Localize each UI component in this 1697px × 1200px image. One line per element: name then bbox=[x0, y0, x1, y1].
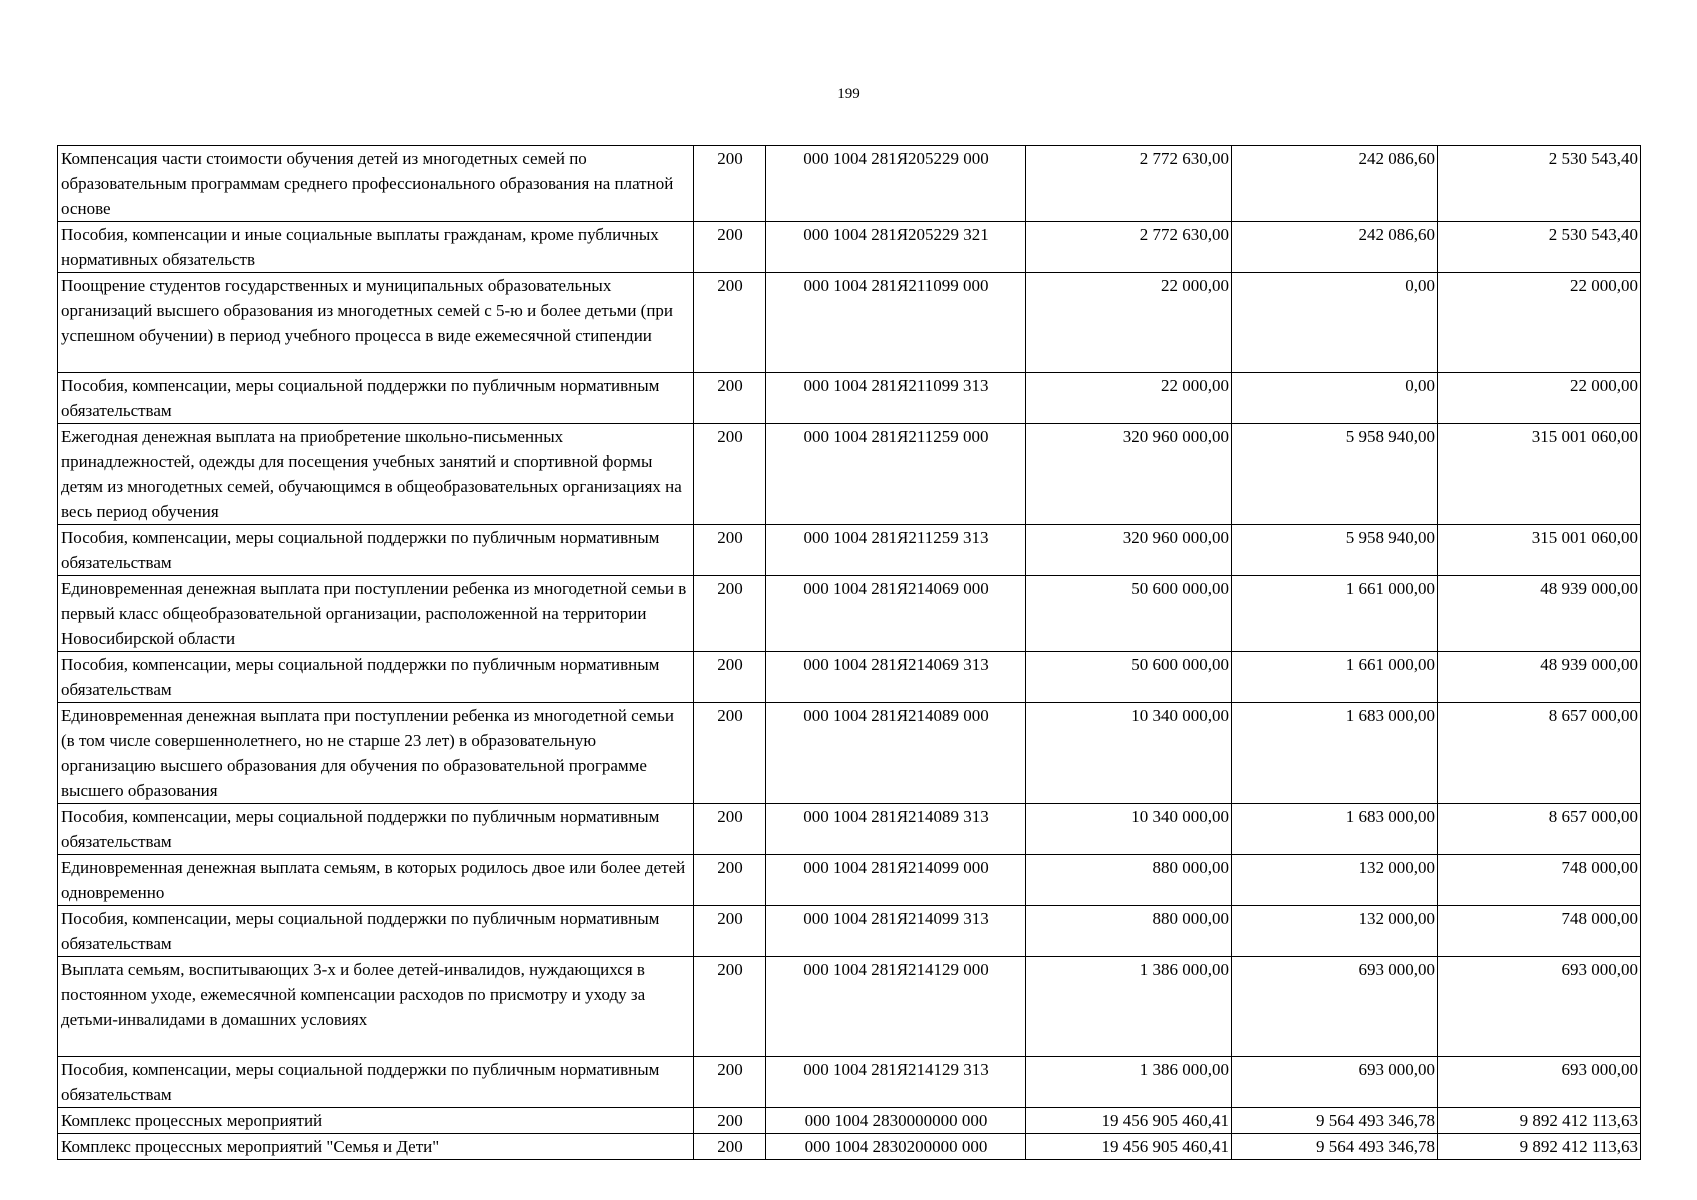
table-row bbox=[58, 525, 1641, 576]
expense-name-cell: Поощрение студентов государственных и муниципальных образовательных организаций высшего образования из многодетных семей с 5-ю и более детьми (при успешном обучении) в период учебного процесса в виде ежемесячной стипендии bbox=[58, 273, 694, 373]
budget-code-cell: 000 1004 281Я214069 000 bbox=[766, 576, 1026, 652]
expense-name-cell: Единовременная денежная выплата при поступлении ребенка из многодетной семьи в первый класс общеобразовательной организации, расположенной на территории Новосибирской области bbox=[58, 576, 694, 652]
executed-amount-cell: 0,00 bbox=[1232, 273, 1438, 373]
executed-amount-cell: 693 000,00 bbox=[1232, 1057, 1438, 1108]
budget-code-cell: 000 1004 281Я211259 000 bbox=[766, 424, 1026, 525]
unexecuted-amount-cell: 693 000,00 bbox=[1438, 957, 1641, 1057]
budget-code-cell: 000 1004 281Я211259 313 bbox=[766, 525, 1026, 576]
unexecuted-amount-cell: 8 657 000,00 bbox=[1438, 703, 1641, 804]
table-row bbox=[58, 222, 1641, 273]
executed-amount-cell: 1 661 000,00 bbox=[1232, 576, 1438, 652]
executed-amount-cell: 132 000,00 bbox=[1232, 855, 1438, 906]
budget-code-cell: 000 1004 281Я211099 313 bbox=[766, 373, 1026, 424]
admin-code-cell: 200 bbox=[694, 906, 766, 957]
table-row bbox=[58, 703, 1641, 804]
admin-code-cell: 200 bbox=[694, 1134, 766, 1160]
expense-name-cell: Комплекс процессных мероприятий bbox=[58, 1108, 694, 1134]
unexecuted-amount-cell: 9 892 412 113,63 bbox=[1438, 1108, 1641, 1134]
table-row bbox=[58, 804, 1641, 855]
approved-amount-cell: 22 000,00 bbox=[1026, 373, 1232, 424]
budget-code-cell: 000 1004 281Я205229 000 bbox=[766, 146, 1026, 222]
unexecuted-amount-cell: 748 000,00 bbox=[1438, 906, 1641, 957]
budget-code-cell: 000 1004 2830200000 000 bbox=[766, 1134, 1026, 1160]
executed-amount-cell: 242 086,60 bbox=[1232, 146, 1438, 222]
admin-code-cell: 200 bbox=[694, 957, 766, 1057]
table-row bbox=[58, 146, 1641, 222]
admin-code-cell: 200 bbox=[694, 576, 766, 652]
approved-amount-cell: 880 000,00 bbox=[1026, 855, 1232, 906]
page-number: 199 bbox=[837, 86, 860, 102]
admin-code-cell: 200 bbox=[694, 222, 766, 273]
expense-name-cell: Выплата семьям, воспитывающих 3-х и более детей-инвалидов, нуждающихся в постоянном уходе, ежемесячной компенсации расходов по присмотру и уходу за детьми-инвалидами в домашних условиях bbox=[58, 957, 694, 1057]
table-row bbox=[58, 1134, 1641, 1160]
budget-code-cell: 000 1004 281Я214089 313 bbox=[766, 804, 1026, 855]
expense-name-cell: Пособия, компенсации, меры социальной поддержки по публичным нормативным обязательствам bbox=[58, 1057, 694, 1108]
admin-code-cell: 200 bbox=[694, 855, 766, 906]
executed-amount-cell: 693 000,00 bbox=[1232, 957, 1438, 1057]
approved-amount-cell: 2 772 630,00 bbox=[1026, 222, 1232, 273]
approved-amount-cell: 1 386 000,00 bbox=[1026, 1057, 1232, 1108]
expense-name-cell: Пособия, компенсации, меры социальной поддержки по публичным нормативным обязательствам bbox=[58, 804, 694, 855]
budget-table bbox=[57, 145, 1641, 1160]
unexecuted-amount-cell: 748 000,00 bbox=[1438, 855, 1641, 906]
unexecuted-amount-cell: 48 939 000,00 bbox=[1438, 576, 1641, 652]
table-row bbox=[58, 424, 1641, 525]
unexecuted-amount-cell: 22 000,00 bbox=[1438, 273, 1641, 373]
table-row bbox=[58, 273, 1641, 373]
expense-name-cell: Пособия, компенсации, меры социальной поддержки по публичным нормативным обязательствам bbox=[58, 525, 694, 576]
unexecuted-amount-cell: 9 892 412 113,63 bbox=[1438, 1134, 1641, 1160]
approved-amount-cell: 10 340 000,00 bbox=[1026, 804, 1232, 855]
executed-amount-cell: 132 000,00 bbox=[1232, 906, 1438, 957]
admin-code-cell: 200 bbox=[694, 424, 766, 525]
executed-amount-cell: 1 683 000,00 bbox=[1232, 703, 1438, 804]
approved-amount-cell: 2 772 630,00 bbox=[1026, 146, 1232, 222]
budget-code-cell: 000 1004 281Я205229 321 bbox=[766, 222, 1026, 273]
table-row bbox=[58, 906, 1641, 957]
executed-amount-cell: 5 958 940,00 bbox=[1232, 424, 1438, 525]
expense-name-cell: Ежегодная денежная выплата на приобретение школьно-письменных принадлежностей, одежды для посещения учебных занятий и спортивной формы детям из многодетных семей, обучающимся в общеобразовательных организациях на весь период обучения bbox=[58, 424, 694, 525]
admin-code-cell: 200 bbox=[694, 146, 766, 222]
executed-amount-cell: 9 564 493 346,78 bbox=[1232, 1108, 1438, 1134]
budget-code-cell: 000 1004 281Я211099 000 bbox=[766, 273, 1026, 373]
executed-amount-cell: 5 958 940,00 bbox=[1232, 525, 1438, 576]
unexecuted-amount-cell: 693 000,00 bbox=[1438, 1057, 1641, 1108]
table-row bbox=[58, 1057, 1641, 1108]
executed-amount-cell: 1 683 000,00 bbox=[1232, 804, 1438, 855]
admin-code-cell: 200 bbox=[694, 273, 766, 373]
table-row bbox=[58, 855, 1641, 906]
unexecuted-amount-cell: 2 530 543,40 bbox=[1438, 146, 1641, 222]
budget-code-cell: 000 1004 281Я214099 000 bbox=[766, 855, 1026, 906]
expense-name-cell: Комплекс процессных мероприятий "Семья и Дети" bbox=[58, 1134, 694, 1160]
expense-name-cell: Пособия, компенсации, меры социальной поддержки по публичным нормативным обязательствам bbox=[58, 906, 694, 957]
approved-amount-cell: 50 600 000,00 bbox=[1026, 652, 1232, 703]
expense-name-cell: Единовременная денежная выплата семьям, в которых родилось двое или более детей одновременно bbox=[58, 855, 694, 906]
admin-code-cell: 200 bbox=[694, 373, 766, 424]
table-row bbox=[58, 957, 1641, 1057]
admin-code-cell: 200 bbox=[694, 804, 766, 855]
executed-amount-cell: 242 086,60 bbox=[1232, 222, 1438, 273]
table-row bbox=[58, 576, 1641, 652]
approved-amount-cell: 10 340 000,00 bbox=[1026, 703, 1232, 804]
approved-amount-cell: 320 960 000,00 bbox=[1026, 424, 1232, 525]
expense-name-cell: Пособия, компенсации, меры социальной поддержки по публичным нормативным обязательствам bbox=[58, 373, 694, 424]
executed-amount-cell: 1 661 000,00 bbox=[1232, 652, 1438, 703]
budget-code-cell: 000 1004 281Я214089 000 bbox=[766, 703, 1026, 804]
budget-code-cell: 000 1004 281Я214099 313 bbox=[766, 906, 1026, 957]
budget-code-cell: 000 1004 281Я214129 313 bbox=[766, 1057, 1026, 1108]
budget-code-cell: 000 1004 281Я214129 000 bbox=[766, 957, 1026, 1057]
approved-amount-cell: 19 456 905 460,41 bbox=[1026, 1108, 1232, 1134]
unexecuted-amount-cell: 315 001 060,00 bbox=[1438, 424, 1641, 525]
executed-amount-cell: 0,00 bbox=[1232, 373, 1438, 424]
unexecuted-amount-cell: 2 530 543,40 bbox=[1438, 222, 1641, 273]
expense-name-cell: Пособия, компенсации и иные социальные выплаты гражданам, кроме публичных нормативных обязательств bbox=[58, 222, 694, 273]
admin-code-cell: 200 bbox=[694, 703, 766, 804]
table-row bbox=[58, 652, 1641, 703]
unexecuted-amount-cell: 22 000,00 bbox=[1438, 373, 1641, 424]
executed-amount-cell: 9 564 493 346,78 bbox=[1232, 1134, 1438, 1160]
expense-name-cell: Единовременная денежная выплата при поступлении ребенка из многодетной семьи (в том числе совершеннолетнего, но не старше 23 лет) в образовательную организацию высшего образования для обучения по образовательной программе высшего образования bbox=[58, 703, 694, 804]
admin-code-cell: 200 bbox=[694, 1108, 766, 1134]
unexecuted-amount-cell: 315 001 060,00 bbox=[1438, 525, 1641, 576]
approved-amount-cell: 320 960 000,00 bbox=[1026, 525, 1232, 576]
table-row bbox=[58, 373, 1641, 424]
approved-amount-cell: 22 000,00 bbox=[1026, 273, 1232, 373]
table-row bbox=[58, 1108, 1641, 1134]
approved-amount-cell: 19 456 905 460,41 bbox=[1026, 1134, 1232, 1160]
budget-code-cell: 000 1004 281Я214069 313 bbox=[766, 652, 1026, 703]
approved-amount-cell: 880 000,00 bbox=[1026, 906, 1232, 957]
approved-amount-cell: 50 600 000,00 bbox=[1026, 576, 1232, 652]
approved-amount-cell: 1 386 000,00 bbox=[1026, 957, 1232, 1057]
admin-code-cell: 200 bbox=[694, 525, 766, 576]
admin-code-cell: 200 bbox=[694, 652, 766, 703]
expense-name-cell: Компенсация части стоимости обучения детей из многодетных семей по образовательным программам среднего профессионального образования на платной основе bbox=[58, 146, 694, 222]
admin-code-cell: 200 bbox=[694, 1057, 766, 1108]
unexecuted-amount-cell: 8 657 000,00 bbox=[1438, 804, 1641, 855]
expense-name-cell: Пособия, компенсации, меры социальной поддержки по публичным нормативным обязательствам bbox=[58, 652, 694, 703]
budget-code-cell: 000 1004 2830000000 000 bbox=[766, 1108, 1026, 1134]
unexecuted-amount-cell: 48 939 000,00 bbox=[1438, 652, 1641, 703]
